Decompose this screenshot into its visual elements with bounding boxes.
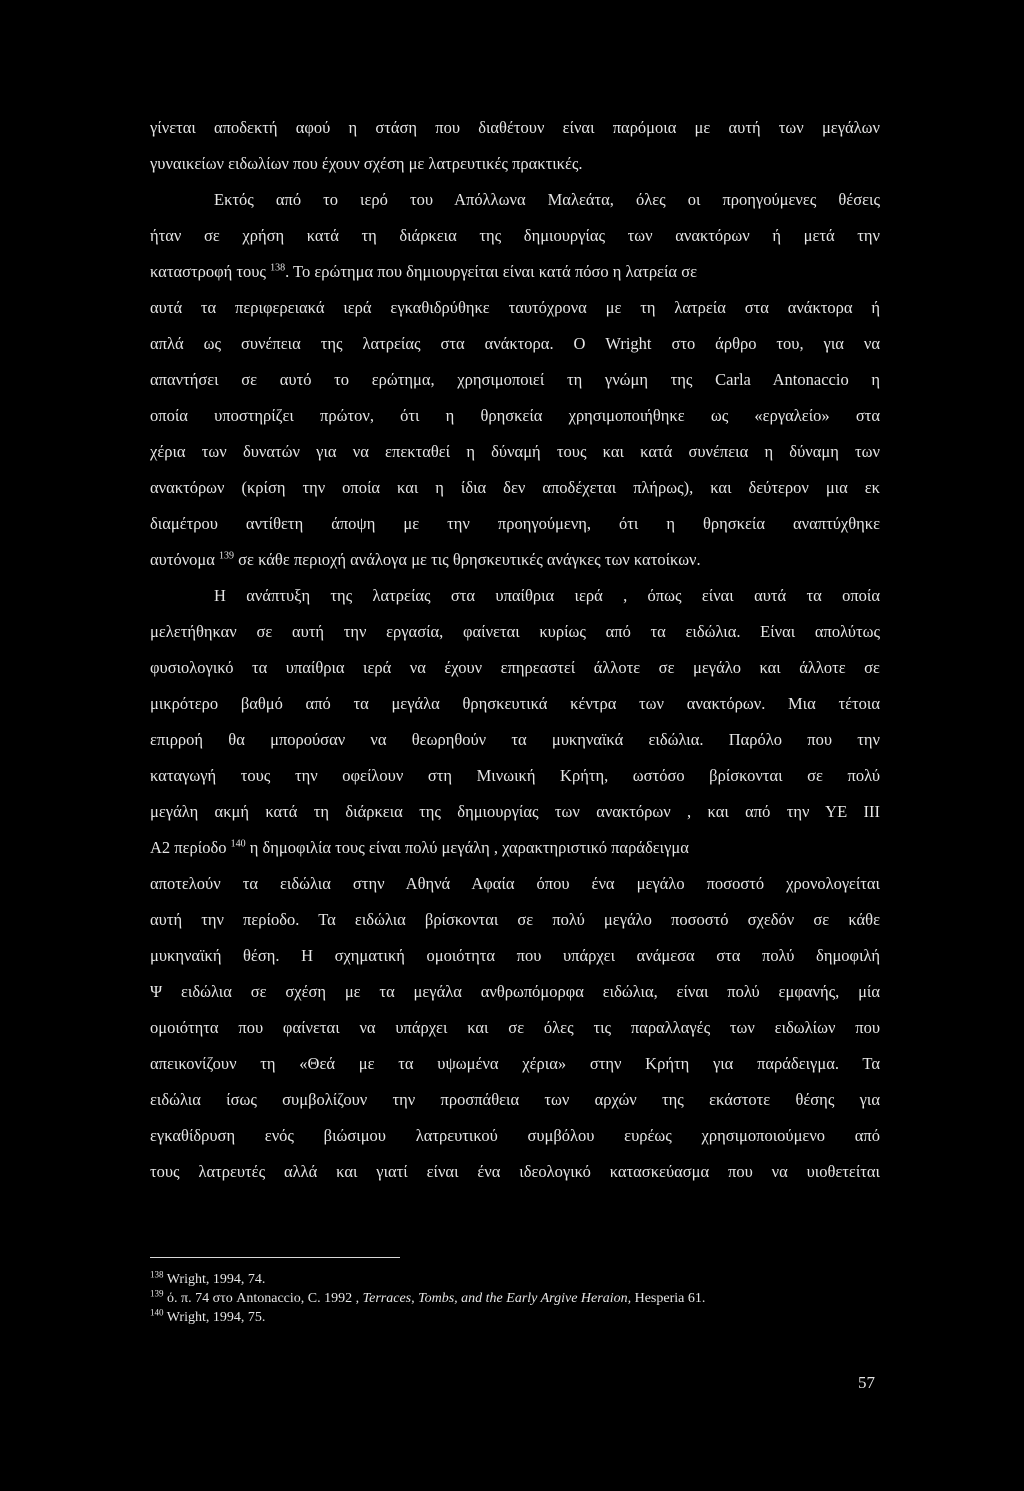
footnote-number: 138 [150, 1269, 164, 1280]
body-line: Ψ ειδώλια σε σχέση με τα μεγάλα ανθρωπόμορφα ειδώλια, είναι πολύ εμφανής, μία [150, 982, 880, 1001]
footnote-text: Hesperia 61. [631, 1291, 706, 1306]
body-line: οποία υποστηρίζει πρώτον, ότι η θρησκεία χρησιμοποιήθηκε ως «εργαλείο» στα [150, 406, 880, 425]
body-line: καταγωγή τους την οφείλουν στη Μινωική Κρήτη, ωστόσο βρίσκονται σε πολύ [150, 766, 880, 785]
body-line: φυσιολογικό τα υπαίθρια ιερά να έχουν επηρεαστεί άλλοτε σε μεγάλο και άλλοτε σε [150, 658, 880, 677]
footnote-number: 139 [150, 1288, 164, 1299]
body-line: εγκαθίδρυση ενός βιώσιμου λατρευτικού συμβόλου ευρέως χρησιμοποιούμενο από [150, 1126, 880, 1145]
footnote-text: Wright, 1994, 75. [166, 1310, 266, 1325]
body-line: Εκτός από το ιερό του Απόλλωνα Μαλεάτα, όλες οι προηγούμενες θέσεις [214, 190, 880, 209]
body-line: αυτά τα περιφερειακά ιερά εγκαθιδρύθηκε ταυτόχρονα με τη λατρεία στα ανάκτορα ή [150, 298, 880, 317]
body-text: η δημοφιλία τους είναι πολύ μεγάλη , χαρακτηριστικό παράδειγμα [249, 838, 689, 857]
body-line [150, 550, 880, 570]
body-line: γυναικείων ειδωλίων που έχουν σχέση με λατρευτικές πρακτικές. [150, 154, 583, 173]
body-line [150, 838, 880, 858]
footnote-separator [150, 1257, 400, 1258]
body-line [150, 262, 880, 282]
body-line: ειδώλια ίσως συμβολίζουν την προσπάθεια των αρχών της εκάστοτε θέσης για [150, 1090, 880, 1109]
body-line: απλά ως συνέπεια της λατρείας στα ανάκτορα. Ο Wright στο άρθρο του, για να [150, 334, 880, 353]
footnote-140 [150, 1307, 266, 1326]
body-line: επιρροή θα μπορούσαν να θεωρηθούν τα μυκηναϊκά ειδώλια. Παρόλο που την [150, 730, 880, 749]
body-line: αποτελούν τα ειδώλια στην Αθηνά Αφαία όπου ένα μεγάλο ποσοστό χρονολογείται [150, 874, 880, 893]
footnote-number: 140 [150, 1307, 164, 1318]
footnote-ref-139[interactable]: 139 [219, 550, 235, 562]
footnote-ref-140[interactable]: 140 [230, 838, 246, 850]
footnote-text: Wright, 1994, 74. [166, 1272, 266, 1287]
body-line: γίνεται αποδεκτή αφού η στάση που διαθέτουν είναι παρόμοια με αυτή των μεγάλων [150, 118, 880, 137]
body-line: διαμέτρου αντίθετη άποψη με την προηγούμενη, ότι η θρησκεία αναπτύχθηκε [150, 514, 880, 533]
body-line: μελετήθηκαν σε αυτή την εργασία, φαίνεται κυρίως από τα ειδώλια. Είναι απολύτως [150, 622, 880, 641]
footnote-title: Terraces, Tombs, and the Early Argive Heraion, [362, 1291, 632, 1306]
body-text: καταστροφή τους [150, 262, 266, 281]
body-line: μικρότερο βαθμό από τα μεγάλα θρησκευτικά κέντρα των ανακτόρων. Μια τέτοια [150, 694, 880, 713]
body-text: σε κάθε περιοχή ανάλογα με τις θρησκευτικές ανάγκες των κατοίκων. [238, 550, 701, 569]
body-line: Η ανάπτυξη της λατρείας στα υπαίθρια ιερά , όπως είναι αυτά τα οποία [214, 586, 880, 605]
page-number: 57 [858, 1373, 875, 1392]
body-line: τους λατρευτές αλλά και γιατί είναι ένα ιδεολογικό κατασκεύασμα που να υιοθετείται [150, 1162, 880, 1181]
body-line: απεικονίζουν τη «Θεά με τα υψωμένα χέρια» στην Κρήτη για παράδειγμα. Τα [150, 1054, 880, 1073]
body-text: αυτόνομα [150, 550, 215, 569]
body-text: Α2 περίοδο [150, 838, 227, 857]
body-line: ομοιότητα που φαίνεται να υπάρχει και σε όλες τις παραλλαγές των ειδωλίων που [150, 1018, 880, 1037]
footnote-138 [150, 1269, 266, 1288]
body-line: μυκηναϊκή θέση. Η σχηματική ομοιότητα που υπάρχει ανάμεσα στα πολύ δημοφιλή [150, 946, 880, 965]
footnote-text: ό. π. 74 στο Antonaccio, C. 1992 , [167, 1291, 363, 1306]
body-line: χέρια των δυνατών για να επεκταθεί η δύναμή τους και κατά συνέπεια η δύναμη των [150, 442, 880, 461]
body-line: ήταν σε χρήση κατά τη διάρκεια της δημιουργίας των ανακτόρων ή μετά την [150, 226, 880, 245]
body-line: αυτή την περίοδο. Τα ειδώλια βρίσκονται σε πολύ μεγάλο ποσοστό σχεδόν σε κάθε [150, 910, 880, 929]
body-line: απαντήσει σε αυτό το ερώτημα, χρησιμοποιεί τη γνώμη της Carla Antonaccio η [150, 370, 880, 389]
footnote-ref-138[interactable]: 138 [270, 262, 286, 274]
body-text: . Το ερώτημα που δημιουργείται είναι κατά πόσο η λατρεία σε [285, 262, 698, 281]
footnote-139 [150, 1288, 706, 1307]
body-line: μεγάλη ακμή κατά τη διάρκεια της δημιουργίας των ανακτόρων , και από την ΥΕ ΙΙΙ [150, 802, 880, 821]
body-line: ανακτόρων (κρίση την οποία και η ίδια δεν αποδέχεται πλήρως), και δεύτερον μια εκ [150, 478, 880, 497]
